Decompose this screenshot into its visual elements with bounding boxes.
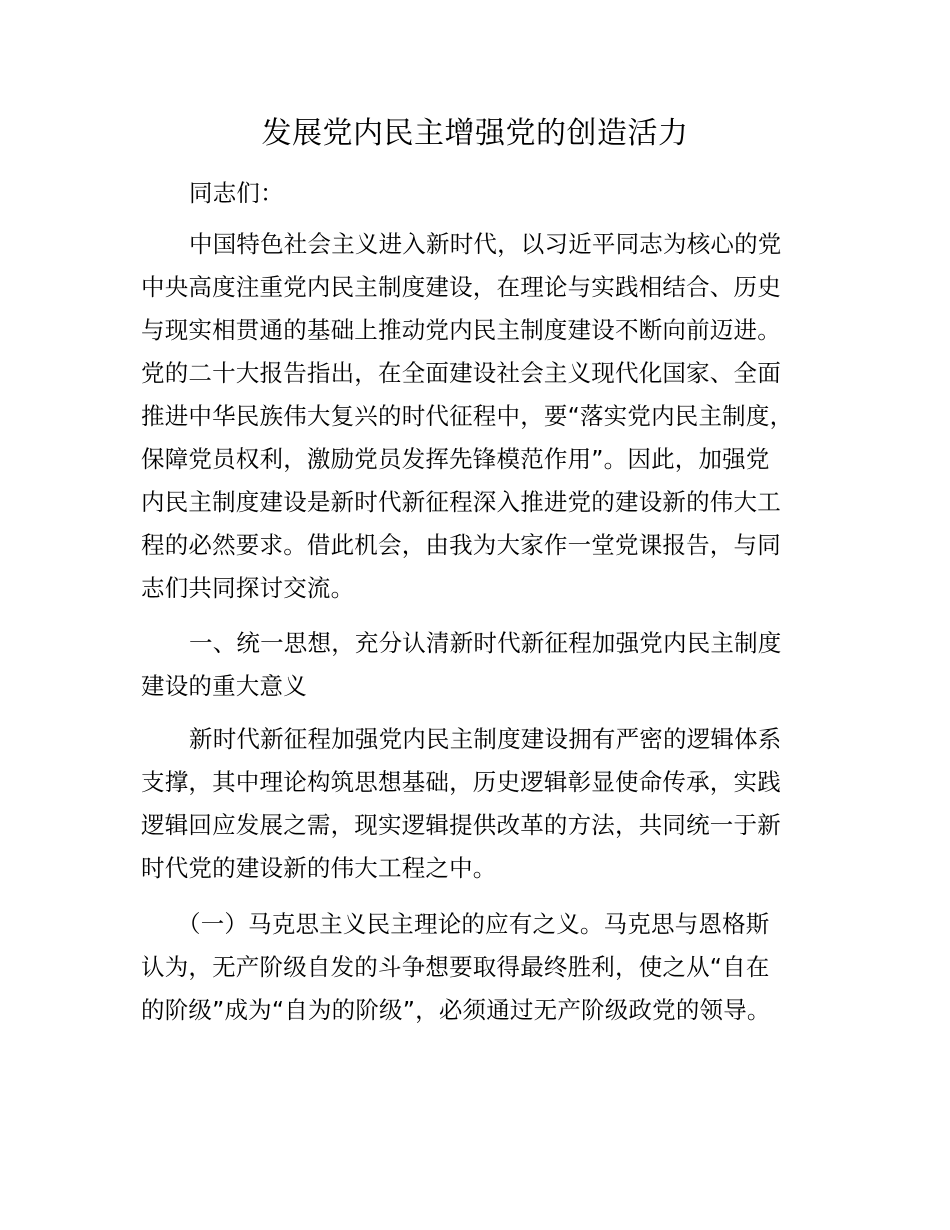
- heading-line: 建设的重大意义: [141, 672, 307, 700]
- paragraph-line: 认为，无产阶级自发的斗争想要取得最终胜利，使之从“自在: [141, 953, 770, 981]
- salutation: 同志们：: [189, 179, 284, 207]
- section-1-heading: [141, 622, 841, 708]
- paragraph-line: 支撑，其中理论构筑思想基础，历史逻辑彰显使命传承，实践: [141, 768, 781, 796]
- paragraph-line: 逻辑回应发展之需，现实逻辑提供改革的方法，共同统一于新: [141, 811, 781, 839]
- paragraph-intro: [141, 223, 841, 610]
- section-1-body: [141, 718, 841, 890]
- heading-line: 一、统一思想，充分认清新时代新征程加强党内民主制度: [189, 629, 782, 657]
- paragraph-line: （一）马克思主义民主理论的应有之义。马克思与恩格斯: [177, 910, 770, 938]
- salutation-block: [141, 172, 841, 215]
- paragraph-line: 时代党的建设新的伟大工程之中。: [141, 854, 497, 882]
- paragraph-line: 新时代新征程加强党内民主制度建设拥有严密的逻辑体系: [189, 725, 782, 753]
- paragraph-line: 保障党员权利，激励党员发挥先锋模范作用”。因此，加强党: [141, 445, 770, 473]
- paragraph-line: 中国特色社会主义进入新时代，以习近平同志为核心的党: [189, 230, 782, 258]
- paragraph-line: 推进中华民族伟大复兴的时代征程中，要“落实党内民主制度，: [141, 402, 794, 430]
- paragraph-line: 志们共同探讨交流。: [141, 574, 355, 602]
- paragraph-line: 内民主制度建设是新时代新征程深入推进党的建设新的伟大工: [141, 488, 781, 516]
- paragraph-line: 党的二十大报告指出，在全面建设社会主义现代化国家、全面: [141, 359, 781, 387]
- paragraph-line: 中央高度注重党内民主制度建设，在理论与实践相结合、历史: [141, 273, 781, 301]
- paragraph-line: 的阶级”成为“自为的阶级”，必须通过无产阶级政党的领导。: [141, 996, 771, 1024]
- subsection-1-1: [141, 903, 841, 1032]
- document-title: 发展党内民主增强党的创造活力: [261, 116, 689, 151]
- paragraph-line: 程的必然要求。借此机会，由我为大家作一堂党课报告，与同: [141, 531, 781, 559]
- paragraph-line: 与现实相贯通的基础上推动党内民主制度建设不断向前迈进。: [141, 316, 781, 344]
